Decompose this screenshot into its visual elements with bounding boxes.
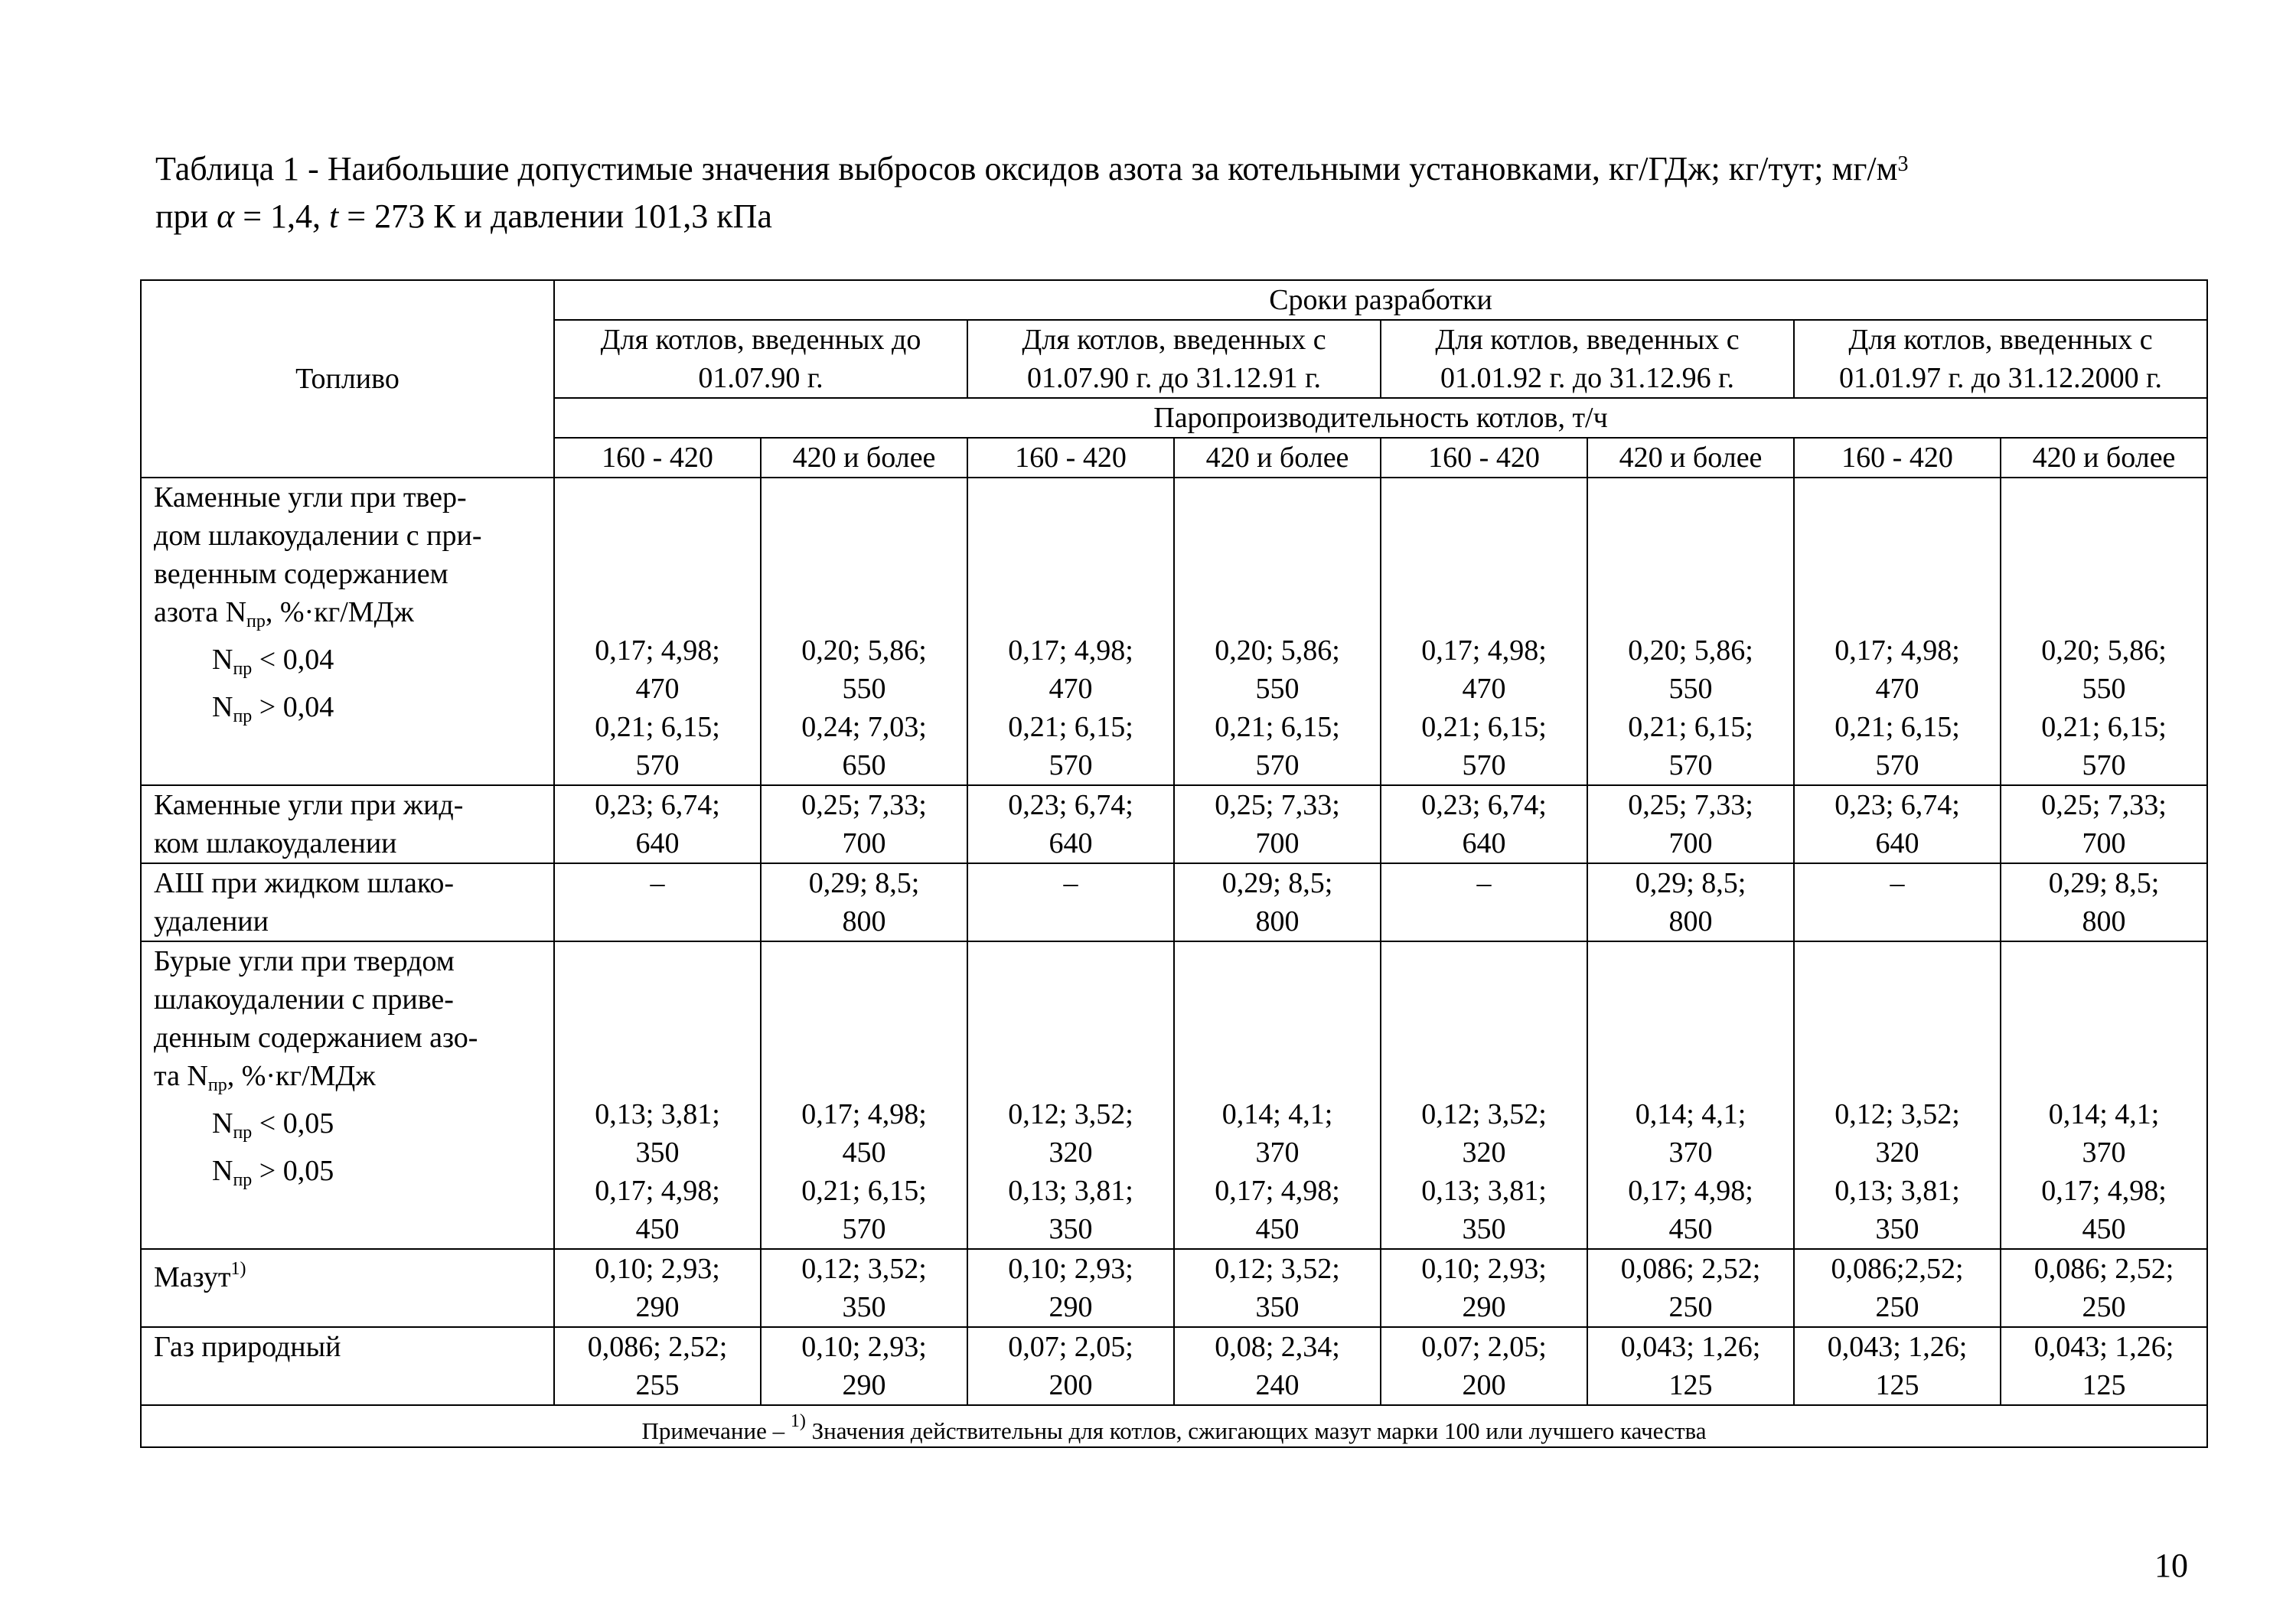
cell-ash-liquid-3: – xyxy=(967,863,1174,941)
cell-spacer xyxy=(1389,478,1579,631)
emissions-table xyxy=(140,279,2208,1448)
header-period-2: Для котлов, введенных с 01.07.90 г. до 31.12.91 г. xyxy=(967,320,1381,398)
cell-spacer xyxy=(769,478,959,631)
row-label-brown-coal: Бурые угли при твердом шлакоудалении с приве- денным содержанием азо- та $N_{пр}$, %·кг/МДж $N_{пр} < 0,05$ $N_{пр} > 0,05$ xyxy=(141,941,554,1249)
cell-hard-coal-liquid-5: 0,23; 6,74; 640 xyxy=(1381,785,1587,863)
cell-brown-coal-1: 0,13; 3,81; 350 0,17; 4,98; 450 xyxy=(554,941,761,1249)
header-range-4: 420 и более xyxy=(1174,438,1381,478)
cell-brown-coal-8: 0,14; 4,1; 370 0,17; 4,98; 450 xyxy=(2001,941,2207,1249)
cell-spacer xyxy=(976,478,1166,631)
cell-natural-gas-1: 0,086; 2,52; 255 xyxy=(554,1327,761,1405)
cell-fuel-oil-7: 0,086;2,52; 250 xyxy=(1794,1249,2001,1327)
cell-ash-liquid-7: – xyxy=(1794,863,2001,941)
cell-natural-gas-8: 0,043; 1,26; 125 xyxy=(2001,1327,2207,1405)
row-label-ash: АШ при жидком шлако- удалении xyxy=(141,863,554,941)
header-period-3: Для котлов, введенных с 01.01.92 г. до 31.12.96 г. xyxy=(1381,320,1794,398)
cell-ash-liquid-2: 0,29; 8,5; 800 xyxy=(761,863,967,941)
cell-fuel-oil-5: 0,10; 2,93; 290 xyxy=(1381,1249,1587,1327)
caption-line-2: при α = 1,4, t = 273 К и давлении 101,3 кПа xyxy=(155,197,772,235)
cell-spacer xyxy=(563,478,752,631)
cell-hard-coal-liquid-2: 0,25; 7,33; 700 xyxy=(761,785,967,863)
cell-brown-coal-7: 0,12; 3,52; 320 0,13; 3,81; 350 xyxy=(1794,941,2001,1249)
cell-hard-coal-liquid-6: 0,25; 7,33; 700 xyxy=(1587,785,1794,863)
cell-hard-coal-solid-7: 0,17; 4,98; 470 0,21; 6,15; 570 xyxy=(1794,478,2001,785)
cell-ash-liquid-4: 0,29; 8,5; 800 xyxy=(1174,863,1381,941)
cell-hard-coal-solid-8: 0,20; 5,86; 550 0,21; 6,15; 570 xyxy=(2001,478,2207,785)
cell-hard-coal-solid-5: 0,17; 4,98; 470 0,21; 6,15; 570 xyxy=(1381,478,1587,785)
cell-spacer xyxy=(1389,942,1579,1095)
cell-spacer xyxy=(1596,478,1786,631)
header-fuel: Топливо xyxy=(141,280,554,478)
cell-fuel-oil-1: 0,10; 2,93; 290 xyxy=(554,1249,761,1327)
table-caption xyxy=(155,145,2222,240)
alpha-symbol: α xyxy=(217,197,235,235)
cell-ash-liquid-5: – xyxy=(1381,863,1587,941)
cell-brown-coal-4: 0,14; 4,1; 370 0,17; 4,98; 450 xyxy=(1174,941,1381,1249)
cell-spacer xyxy=(769,942,959,1095)
cell-natural-gas-3: 0,07; 2,05; 200 xyxy=(967,1327,1174,1405)
header-range-3: 160 - 420 xyxy=(967,438,1174,478)
cell-hard-coal-liquid-1: 0,23; 6,74; 640 xyxy=(554,785,761,863)
cell-ash-liquid-6: 0,29; 8,5; 800 xyxy=(1587,863,1794,941)
header-range-1: 160 - 420 xyxy=(554,438,761,478)
row-label-hard-coal-liquid: Каменные угли при жид- ком шлакоудалении xyxy=(141,785,554,863)
cell-fuel-oil-2: 0,12; 3,52; 350 xyxy=(761,1249,967,1327)
cell-hard-coal-liquid-4: 0,25; 7,33; 700 xyxy=(1174,785,1381,863)
cell-spacer xyxy=(2009,942,2199,1095)
cell-spacer xyxy=(1596,942,1786,1095)
cell-brown-coal-3: 0,12; 3,52; 320 0,13; 3,81; 350 xyxy=(967,941,1174,1249)
cell-natural-gas-4: 0,08; 2,34; 240 xyxy=(1174,1327,1381,1405)
cell-natural-gas-2: 0,10; 2,93; 290 xyxy=(761,1327,967,1405)
header-range-7: 160 - 420 xyxy=(1794,438,2001,478)
header-period-1: Для котлов, введенных до 01.07.90 г. xyxy=(554,320,967,398)
cell-natural-gas-6: 0,043; 1,26; 125 xyxy=(1587,1327,1794,1405)
cell-spacer xyxy=(1182,942,1372,1095)
cell-brown-coal-5: 0,12; 3,52; 320 0,13; 3,81; 350 xyxy=(1381,941,1587,1249)
cell-hard-coal-solid-4: 0,20; 5,86; 550 0,21; 6,15; 570 xyxy=(1174,478,1381,785)
header-range-6: 420 и более xyxy=(1587,438,1794,478)
cell-fuel-oil-6: 0,086; 2,52; 250 xyxy=(1587,1249,1794,1327)
header-period-4: Для котлов, введенных с 01.01.97 г. до 31.12.2000 г. xyxy=(1794,320,2207,398)
cell-spacer xyxy=(1182,478,1372,631)
row-label-hard-coal-solid: Каменные угли при твер- дом шлакоудалении с при- веденным содержанием азота $N_{пр}$, %·кг/МДж $N_{пр} < 0,04$ $N_{пр} > 0,04$ xyxy=(141,478,554,785)
cell-ash-liquid-1: – xyxy=(554,863,761,941)
header-capacity: Паропроизводительность котлов, т/ч xyxy=(554,398,2207,438)
t-symbol: t xyxy=(329,197,339,235)
cell-natural-gas-7: 0,043; 1,26; 125 xyxy=(1794,1327,2001,1405)
row-label-natural-gas: Газ природный xyxy=(141,1327,554,1405)
cell-spacer xyxy=(563,942,752,1095)
cell-hard-coal-solid-6: 0,20; 5,86; 550 0,21; 6,15; 570 xyxy=(1587,478,1794,785)
cell-fuel-oil-4: 0,12; 3,52; 350 xyxy=(1174,1249,1381,1327)
table-note: Примечание – $^{1)}$ Значения действительны для котлов, сжигающих мазут марки 100 или лучшего качества xyxy=(141,1405,2207,1447)
row-label-fuel-oil: Мазут$^{1)}$ xyxy=(141,1249,554,1327)
cell-hard-coal-liquid-3: 0,23; 6,74; 640 xyxy=(967,785,1174,863)
page-number: 10 xyxy=(2154,1547,2188,1584)
cell-fuel-oil-8: 0,086; 2,52; 250 xyxy=(2001,1249,2207,1327)
header-range-2: 420 и более xyxy=(761,438,967,478)
cell-spacer xyxy=(976,942,1166,1095)
cell-fuel-oil-3: 0,10; 2,93; 290 xyxy=(967,1249,1174,1327)
header-range-5: 160 - 420 xyxy=(1381,438,1587,478)
cell-brown-coal-2: 0,17; 4,98; 450 0,21; 6,15; 570 xyxy=(761,941,967,1249)
cell-hard-coal-liquid-8: 0,25; 7,33; 700 xyxy=(2001,785,2207,863)
cell-ash-liquid-8: 0,29; 8,5; 800 xyxy=(2001,863,2207,941)
cell-spacer xyxy=(1802,478,1992,631)
cell-brown-coal-6: 0,14; 4,1; 370 0,17; 4,98; 450 xyxy=(1587,941,1794,1249)
cell-natural-gas-5: 0,07; 2,05; 200 xyxy=(1381,1327,1587,1405)
cell-hard-coal-liquid-7: 0,23; 6,74; 640 xyxy=(1794,785,2001,863)
cell-hard-coal-solid-2: 0,20; 5,86; 550 0,24; 7,03; 650 xyxy=(761,478,967,785)
caption-line-1: Таблица 1 - Наибольшие допустимые значения выбросов оксидов азота за котельными установками, кг/ГДж; кг/тут; $мг/м^3$ xyxy=(155,150,1909,188)
cell-spacer xyxy=(1802,942,1992,1095)
cell-spacer xyxy=(2009,478,2199,631)
cell-hard-coal-solid-3: 0,17; 4,98; 470 0,21; 6,15; 570 xyxy=(967,478,1174,785)
cell-hard-coal-solid-1: 0,17; 4,98; 470 0,21; 6,15; 570 xyxy=(554,478,761,785)
header-development-periods: Сроки разработки xyxy=(554,280,2207,320)
header-range-8: 420 и более xyxy=(2001,438,2207,478)
